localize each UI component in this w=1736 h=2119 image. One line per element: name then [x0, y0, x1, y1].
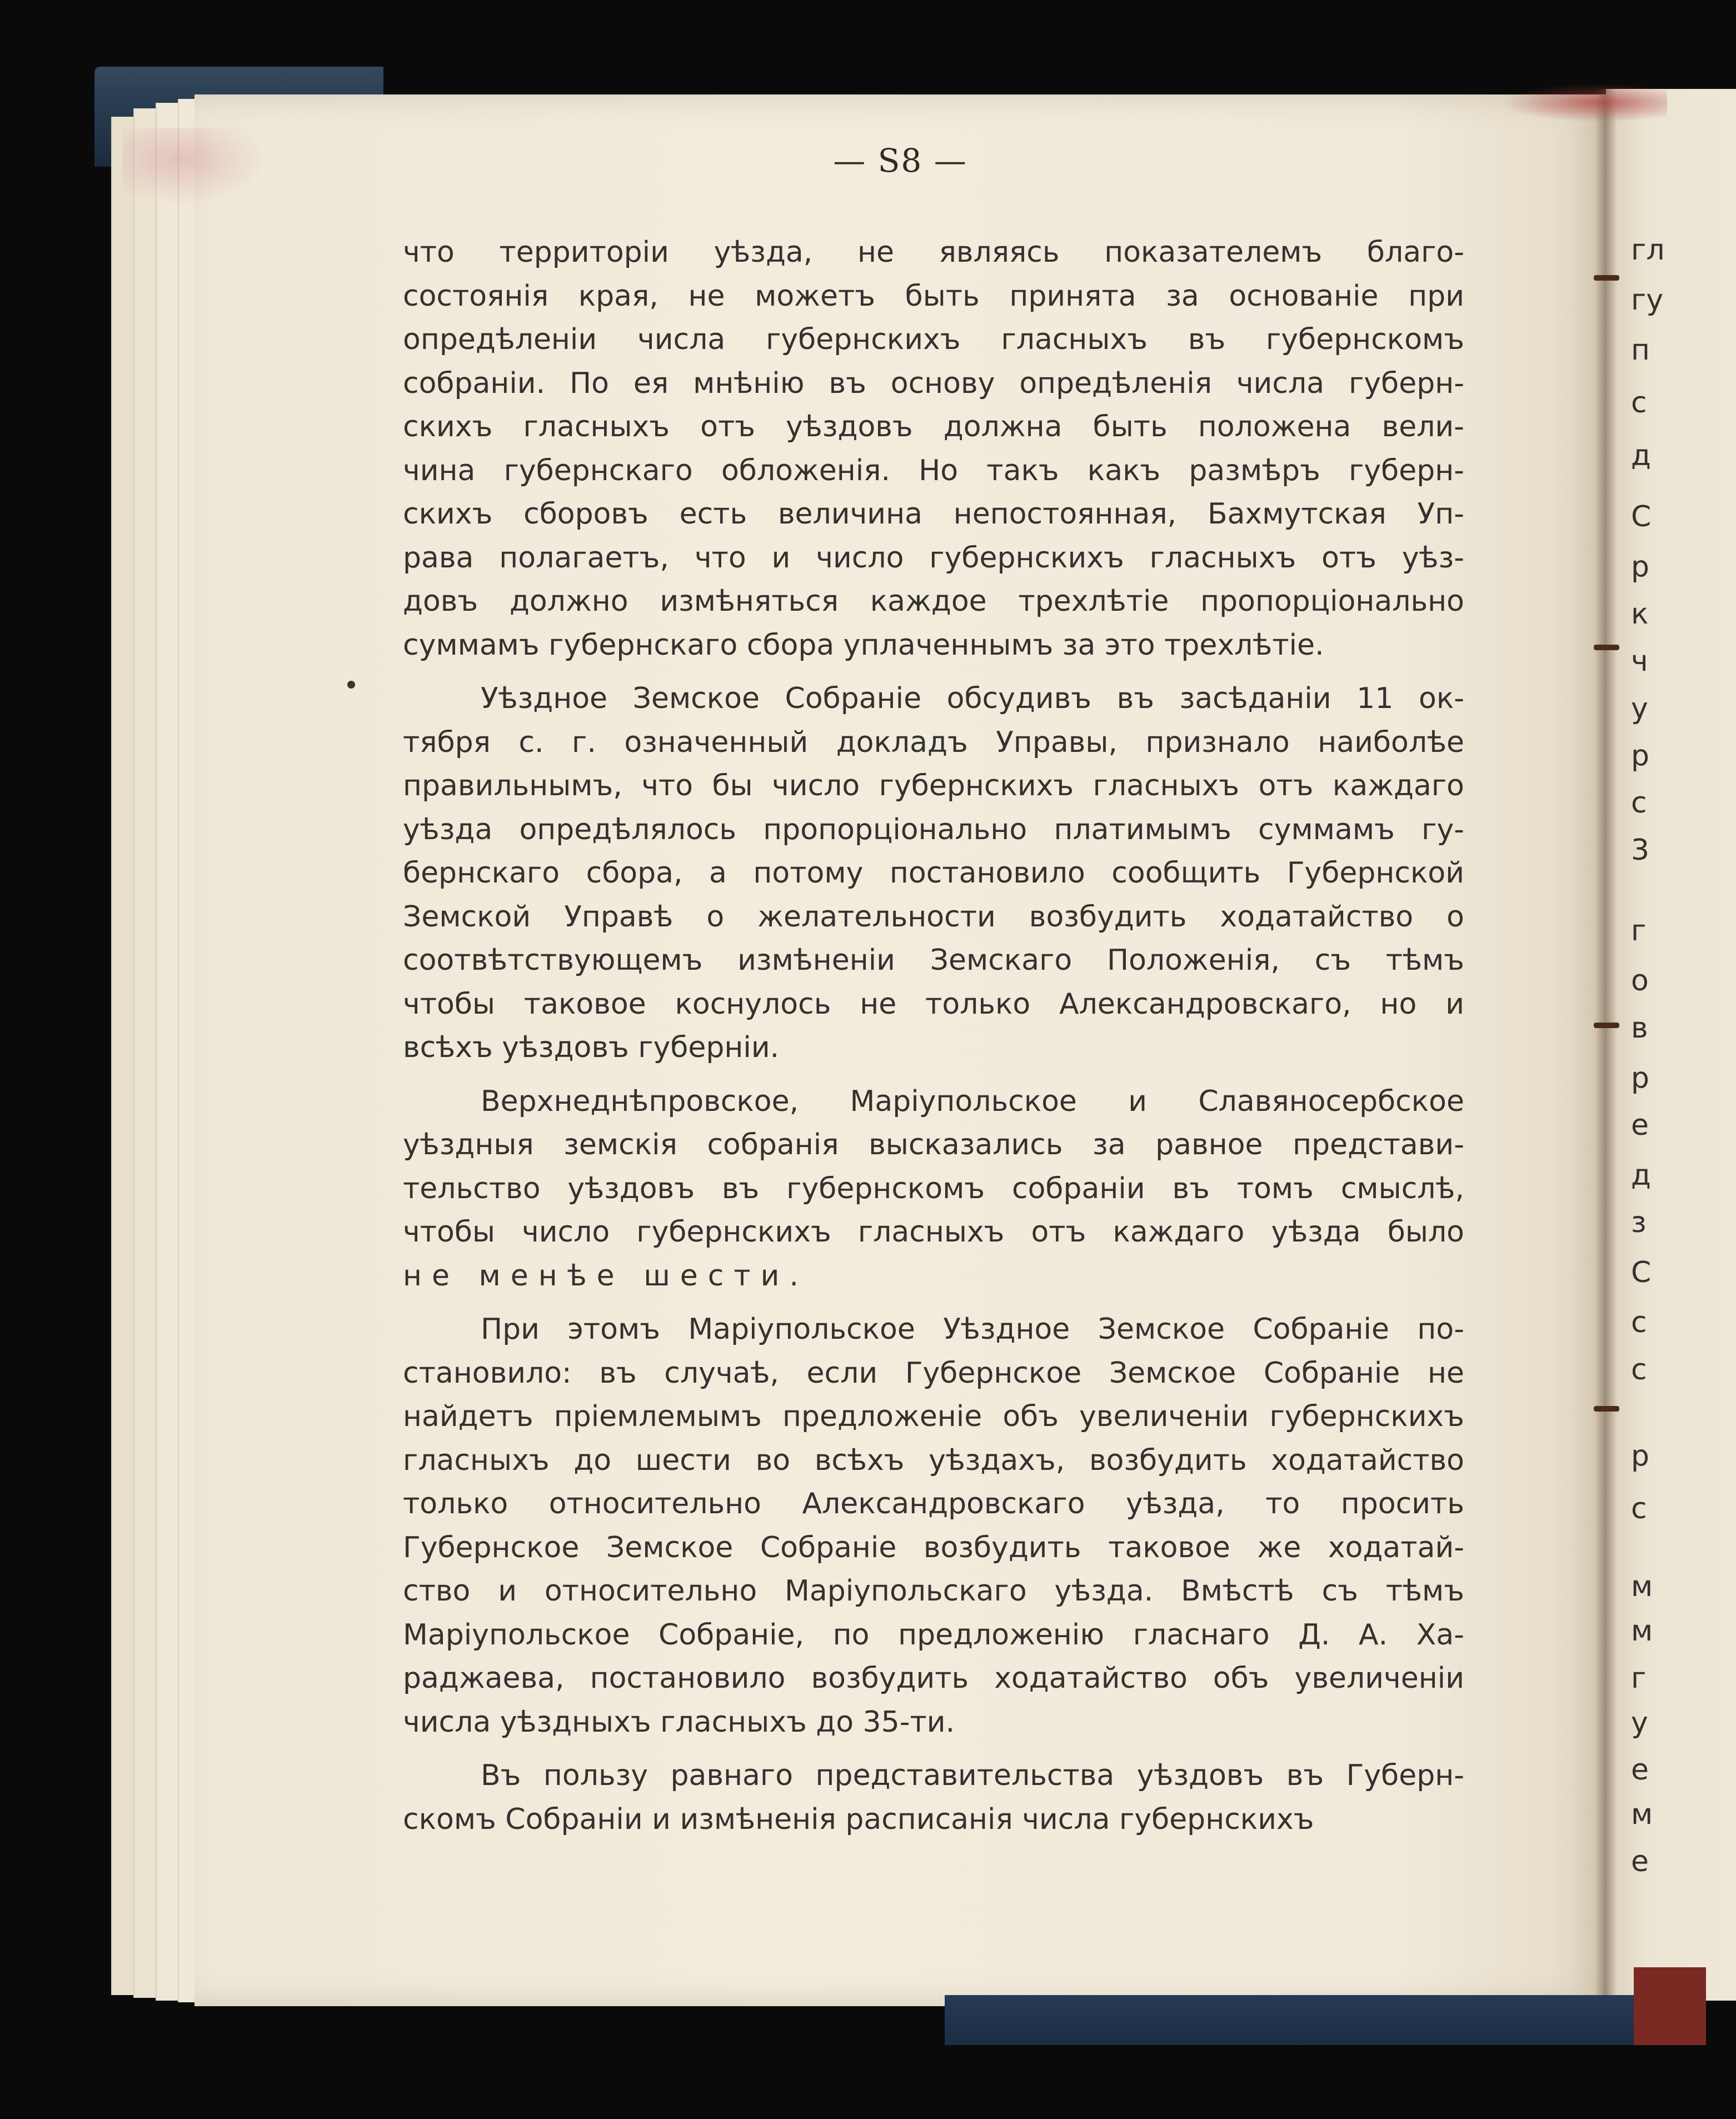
- right-page-fragment: гл: [1631, 233, 1665, 267]
- right-page-fragment: 3: [1631, 834, 1650, 867]
- paragraph: [403, 1308, 1464, 1744]
- text-line: скихъ сборовъ есть величина непостоянная, Бахмутская Уп-: [403, 497, 1464, 531]
- right-page-fragment: у: [1631, 1706, 1648, 1739]
- right-page-fragment: С: [1631, 500, 1652, 534]
- text-line: только относительно Александровскаго уѣзда, то просить: [403, 1487, 1464, 1520]
- text-line: числа уѣздныхъ гласныхъ до 35-ти.: [403, 1705, 955, 1739]
- text-line: скихъ гласныхъ отъ уѣздовъ должна быть положена вели-: [403, 410, 1464, 443]
- right-page-fragment: о: [1631, 964, 1649, 998]
- text-line: чина губернскаго обложенія. Но такъ какъ размѣръ губерн-: [403, 453, 1464, 487]
- right-page-fragment: д: [1631, 439, 1651, 472]
- right-page-fragment: р: [1631, 739, 1650, 772]
- right-page-fragment: р: [1631, 1061, 1650, 1095]
- text-line: ство и относительно Маріупольскаго уѣзда. Вмѣстѣ съ тѣмъ: [403, 1574, 1464, 1608]
- right-page-fragment: с: [1631, 386, 1647, 420]
- binding-stitch: [1594, 645, 1619, 650]
- ink-dot: [347, 681, 355, 689]
- text-line: При этомъ Маріупольское Уѣздное Земское Собраніе по-: [481, 1313, 1464, 1346]
- text-line: довъ должно измѣняться каждое трехлѣтіе пропорціонально: [403, 585, 1464, 618]
- text-line: гласныхъ до шести во всѣхъ уѣздахъ, возбудить ходатайство: [403, 1443, 1464, 1477]
- binding-stitch: [1594, 1406, 1619, 1412]
- text-line: рава полагаетъ, что и число губернскихъ гласныхъ отъ уѣз-: [403, 541, 1464, 575]
- paragraph: [403, 231, 1464, 667]
- text-line: Маріупольское Собраніе, по предложенію гласнаго Д. А. Ха-: [403, 1618, 1464, 1652]
- right-page-fragment: ч: [1631, 645, 1648, 678]
- binding-stitch: [1594, 1023, 1619, 1028]
- text-line: соотвѣтствующемъ измѣненіи Земскаго Положенія, съ тѣмъ: [403, 944, 1464, 977]
- text-line: Въ пользу равнаго представительства уѣздовъ въ Губерн-: [481, 1759, 1464, 1792]
- text-line: собраніи. По ея мнѣнію въ основу опредѣленія числа губерн-: [403, 366, 1464, 400]
- right-page-fragment: м: [1631, 1798, 1653, 1831]
- text-line: что территоріи уѣзда, не являясь показателемъ благо-: [403, 236, 1464, 269]
- text-line: всѣхъ уѣздовъ губерніи.: [403, 1031, 780, 1064]
- paragraph: [403, 1754, 1464, 1841]
- paragraph: [403, 1080, 1464, 1298]
- right-page-fragment: е: [1631, 1845, 1649, 1878]
- right-page-fragment: д: [1631, 1159, 1651, 1192]
- page-number: — S8 —: [833, 142, 967, 180]
- right-page-fragment: м: [1631, 1614, 1653, 1648]
- text-line: Верхнеднѣпровское, Маріупольское и Славяносербское: [481, 1084, 1464, 1118]
- right-page: [1606, 89, 1736, 2001]
- text-line: опредѣленіи числа губернскихъ гласныхъ въ губернскомъ: [403, 323, 1464, 356]
- left-page: [194, 94, 1606, 2006]
- book-gutter: [1595, 89, 1617, 2006]
- text-line: бернскаго сбора, а потому постановило сообщить Губернской: [403, 856, 1464, 890]
- binding-stitch: [1594, 275, 1619, 281]
- text-line: Земской Управѣ о желательности возбудить ходатайство о: [403, 900, 1464, 934]
- right-page-fragment: е: [1631, 1109, 1649, 1142]
- text-line: тельство уѣздовъ въ губернскомъ собраніи въ томъ смыслѣ,: [403, 1171, 1464, 1205]
- text-line: суммамъ губернскаго сбора уплаченнымъ за это трехлѣтіе.: [403, 628, 1324, 662]
- text-line: состоянія края, не можетъ быть принята за основаніе при: [403, 279, 1464, 313]
- text-line: чтобы таковое коснулось не только Александровскаго, но и: [403, 987, 1464, 1021]
- right-page-fragment: м: [1631, 1570, 1653, 1603]
- text-line: раджаева, постановило возбудить ходатайство объ увеличеніи: [403, 1662, 1464, 1695]
- right-page-fragment: у: [1631, 692, 1648, 725]
- text-line: чтобы число губернскихъ гласныхъ отъ каждаго уѣзда было: [403, 1215, 1464, 1249]
- text-line: найдетъ пріемлемымъ предложеніе объ увеличеніи губернскихъ: [403, 1400, 1464, 1433]
- right-page-fragment: к: [1631, 597, 1649, 631]
- red-thread-mark: [1500, 83, 1667, 122]
- right-page-fragment: г: [1631, 1662, 1647, 1695]
- right-page-fragment: п: [1631, 333, 1650, 367]
- right-page-fragment: с: [1631, 1492, 1647, 1525]
- text-line: тября с. г. означенный докладъ Управы, признало наиболѣе: [403, 725, 1464, 759]
- text-line: уѣзда опредѣлялось пропорціонально платимымъ суммамъ гу-: [403, 812, 1464, 846]
- right-page-fragment: С: [1631, 1256, 1652, 1289]
- right-page-fragment: с: [1631, 786, 1647, 820]
- right-page-fragment: р: [1631, 1439, 1650, 1473]
- right-page-fragment: р: [1631, 550, 1650, 584]
- right-page-fragment: г: [1631, 914, 1647, 948]
- text-line: Губернское Земское Собраніе возбудить таковое же ходатай-: [403, 1530, 1464, 1564]
- right-page-fragment: е: [1631, 1753, 1649, 1787]
- book-cover-red: [1634, 1967, 1706, 2045]
- text-line: уѣздныя земскія собранія высказались за равное представи-: [403, 1128, 1464, 1161]
- right-page-fragment: гу: [1631, 283, 1664, 317]
- page-text: [403, 231, 1464, 1851]
- right-page-fragment: в: [1631, 1011, 1648, 1045]
- paragraph: [403, 677, 1464, 1070]
- stain-mark: [122, 128, 267, 206]
- text-line: становило: въ случаѣ, если Губернское Земское Собраніе не: [403, 1356, 1464, 1390]
- right-page-fragment: з: [1631, 1206, 1647, 1239]
- right-page-fragment: с: [1631, 1353, 1647, 1387]
- right-page-fragment: с: [1631, 1306, 1647, 1339]
- text-line: правильнымъ, что бы число губернскихъ гласныхъ отъ каждаго: [403, 769, 1464, 802]
- book-cover-blue-bottom: [945, 1995, 1667, 2045]
- text-line-spaced: не менѣе шести.: [403, 1259, 809, 1293]
- text-line: Уѣздное Земское Собраніе обсудивъ въ засѣданіи 11 ок-: [481, 682, 1464, 715]
- text-line: скомъ Собраніи и измѣненія расписанія числа губернскихъ: [403, 1802, 1314, 1836]
